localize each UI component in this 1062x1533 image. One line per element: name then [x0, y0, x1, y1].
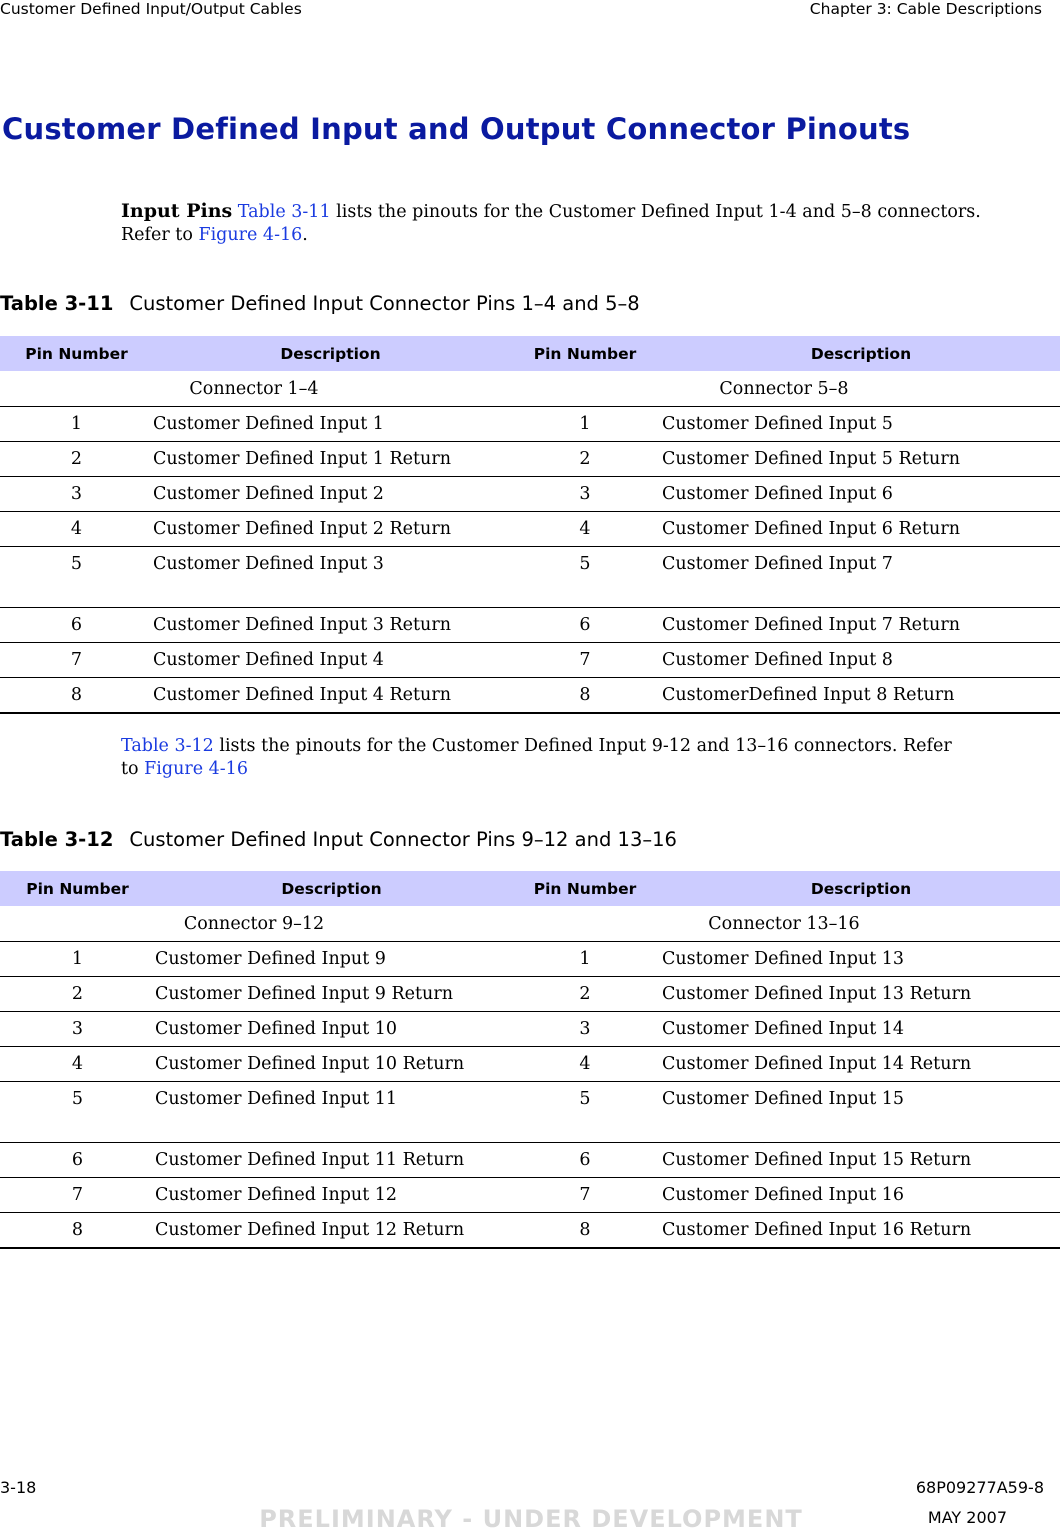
description-cell: Customer Defined Input 10 Return [155, 1047, 508, 1082]
table-3-12-link[interactable]: Table 3-12 [121, 736, 214, 756]
pin-number-cell: 6 [508, 1143, 662, 1178]
table-3-11-caption-text: Customer Defined Input Connector Pins 1–4 and 5–8 [129, 292, 640, 315]
description-cell: Customer Defined Input 5 Return [662, 442, 1060, 477]
pin-number-cell: 7 [0, 1178, 155, 1213]
pin-number-cell: 6 [508, 608, 662, 643]
pin-number-cell: 3 [0, 477, 153, 512]
intro-text-2: Refer to [121, 225, 199, 245]
pin-number-cell: 7 [508, 643, 662, 678]
description-cell: Customer Defined Input 13 Return [662, 977, 1060, 1012]
pin-number-cell: 7 [508, 1178, 662, 1213]
pin-number-cell: 5 [508, 1082, 662, 1143]
description-cell: Customer Defined Input 4 Return [153, 678, 508, 714]
pin-number-cell: 5 [0, 1082, 155, 1143]
table-row [0, 1143, 1060, 1178]
page-title: Customer Defined Input and Output Connector Pinouts [2, 112, 911, 146]
pin-number-cell: 1 [508, 942, 662, 977]
pin-number-cell: 4 [0, 1047, 155, 1082]
column-header-description: Description [153, 336, 508, 371]
table-3-11-link[interactable]: Table 3-11 [237, 202, 331, 222]
input-pins-paragraph [121, 200, 1051, 247]
table-row [0, 1178, 1060, 1213]
description-cell: Customer Defined Input 6 Return [662, 512, 1060, 547]
description-cell: Customer Defined Input 6 [662, 477, 1060, 512]
intro-end: . [302, 225, 308, 245]
pin-number-cell: 4 [508, 512, 662, 547]
column-header-description: Description [662, 336, 1060, 371]
column-header-pin-number: Pin Number [508, 871, 662, 906]
pin-number-cell: 5 [508, 547, 662, 608]
document-number: 68P09277A59-8 [915, 1478, 1044, 1497]
column-header-description: Description [662, 871, 1060, 906]
description-cell: CustomerDefined Input 8 Return [662, 678, 1060, 714]
running-header-left: Customer Defined Input/Output Cables [0, 0, 302, 18]
table-3-12-intro-paragraph [121, 735, 1051, 781]
pin-number-cell: 4 [0, 512, 153, 547]
pin-number-cell: 3 [508, 1012, 662, 1047]
table-row [0, 512, 1060, 547]
mid-text-2: to [121, 759, 145, 779]
column-header-pin-number: Pin Number [0, 336, 153, 371]
pin-number-cell: 6 [0, 608, 153, 643]
pin-number-cell: 8 [508, 1213, 662, 1249]
description-cell: Customer Defined Input 12 Return [155, 1213, 508, 1249]
table-row [0, 1213, 1060, 1249]
description-cell: Customer Defined Input 10 [155, 1012, 508, 1047]
table-row [0, 678, 1060, 714]
pinout-table-3-11 [0, 336, 1060, 714]
page-number: 3-18 [0, 1478, 37, 1497]
pin-number-cell: 4 [508, 1047, 662, 1082]
description-cell: Customer Defined Input 15 Return [662, 1143, 1060, 1178]
mid-text-1: lists the pinouts for the Customer Defined Input 9-12 and 13–16 connectors. Refer [213, 736, 952, 756]
table-row [0, 1047, 1060, 1082]
table-row [0, 977, 1060, 1012]
table-row [0, 608, 1060, 643]
preliminary-watermark: PRELIMINARY - UNDER DEVELOPMENT [259, 1505, 803, 1533]
connector-label: Connector 5–8 [508, 371, 1060, 407]
intro-text-1: lists the pinouts for the Customer Defined Input 1-4 and 5–8 connectors. [330, 202, 981, 222]
pin-number-cell: 2 [508, 442, 662, 477]
connector-label: Connector 13–16 [508, 906, 1060, 942]
description-cell: Customer Defined Input 5 [662, 407, 1060, 442]
connector-label: Connector 1–4 [0, 371, 508, 407]
description-cell: Customer Defined Input 1 Return [153, 442, 508, 477]
table-row [0, 1082, 1060, 1143]
table-row [0, 547, 1060, 608]
figure-4-16-link[interactable]: Figure 4-16 [144, 759, 248, 779]
table-3-11-caption [0, 292, 640, 315]
pin-number-cell: 3 [508, 477, 662, 512]
table-3-12-caption [0, 828, 677, 851]
description-cell: Customer Defined Input 13 [662, 942, 1060, 977]
pin-number-cell: 5 [0, 547, 153, 608]
description-cell: Customer Defined Input 14 [662, 1012, 1060, 1047]
pin-number-cell: 1 [0, 407, 153, 442]
pinout-table-3-12 [0, 871, 1060, 1249]
table-3-12-caption-text: Customer Defined Input Connector Pins 9–12 and 13–16 [129, 828, 677, 851]
table-row [0, 942, 1060, 977]
figure-4-16-link[interactable]: Figure 4-16 [198, 225, 303, 245]
description-cell: Customer Defined Input 2 Return [153, 512, 508, 547]
running-header-right: Chapter 3: Cable Descriptions [809, 0, 1042, 18]
description-cell: Customer Defined Input 4 [153, 643, 508, 678]
table-row [0, 643, 1060, 678]
pin-number-cell: 1 [0, 942, 155, 977]
description-cell: Customer Defined Input 8 [662, 643, 1060, 678]
description-cell: Customer Defined Input 7 [662, 547, 1060, 608]
description-cell: Customer Defined Input 7 Return [662, 608, 1060, 643]
connector-row [0, 371, 1060, 407]
description-cell: Customer Defined Input 16 [662, 1178, 1060, 1213]
pin-number-cell: 8 [508, 678, 662, 714]
input-pins-heading: Input Pins [121, 200, 233, 222]
description-cell: Customer Defined Input 9 [155, 942, 508, 977]
column-header-description: Description [155, 871, 508, 906]
table-row [0, 477, 1060, 512]
pin-number-cell: 8 [0, 678, 153, 714]
description-cell: Customer Defined Input 16 Return [662, 1213, 1060, 1249]
pin-number-cell: 8 [0, 1213, 155, 1249]
table-3-11-caption-number: Table 3-11 [0, 292, 114, 315]
pin-number-cell: 2 [0, 442, 153, 477]
description-cell: Customer Defined Input 3 Return [153, 608, 508, 643]
pin-number-cell: 6 [0, 1143, 155, 1178]
description-cell: Customer Defined Input 11 Return [155, 1143, 508, 1178]
description-cell: Customer Defined Input 1 [153, 407, 508, 442]
description-cell: Customer Defined Input 12 [155, 1178, 508, 1213]
column-header-pin-number: Pin Number [0, 871, 155, 906]
pin-number-cell: 7 [0, 643, 153, 678]
pin-number-cell: 2 [0, 977, 155, 1012]
table-3-12-caption-number: Table 3-12 [0, 828, 114, 851]
table-row [0, 407, 1060, 442]
pin-number-cell: 3 [0, 1012, 155, 1047]
pin-number-cell: 1 [508, 407, 662, 442]
pin-number-cell: 2 [508, 977, 662, 1012]
table-row [0, 1012, 1060, 1047]
column-header-pin-number: Pin Number [508, 336, 662, 371]
description-cell: Customer Defined Input 3 [153, 547, 508, 608]
description-cell: Customer Defined Input 2 [153, 477, 508, 512]
publication-date: MAY 2007 [927, 1508, 1007, 1527]
table-row [0, 442, 1060, 477]
description-cell: Customer Defined Input 9 Return [155, 977, 508, 1012]
description-cell: Customer Defined Input 14 Return [662, 1047, 1060, 1082]
description-cell: Customer Defined Input 15 [662, 1082, 1060, 1143]
connector-row [0, 906, 1060, 942]
connector-label: Connector 9–12 [0, 906, 508, 942]
description-cell: Customer Defined Input 11 [155, 1082, 508, 1143]
